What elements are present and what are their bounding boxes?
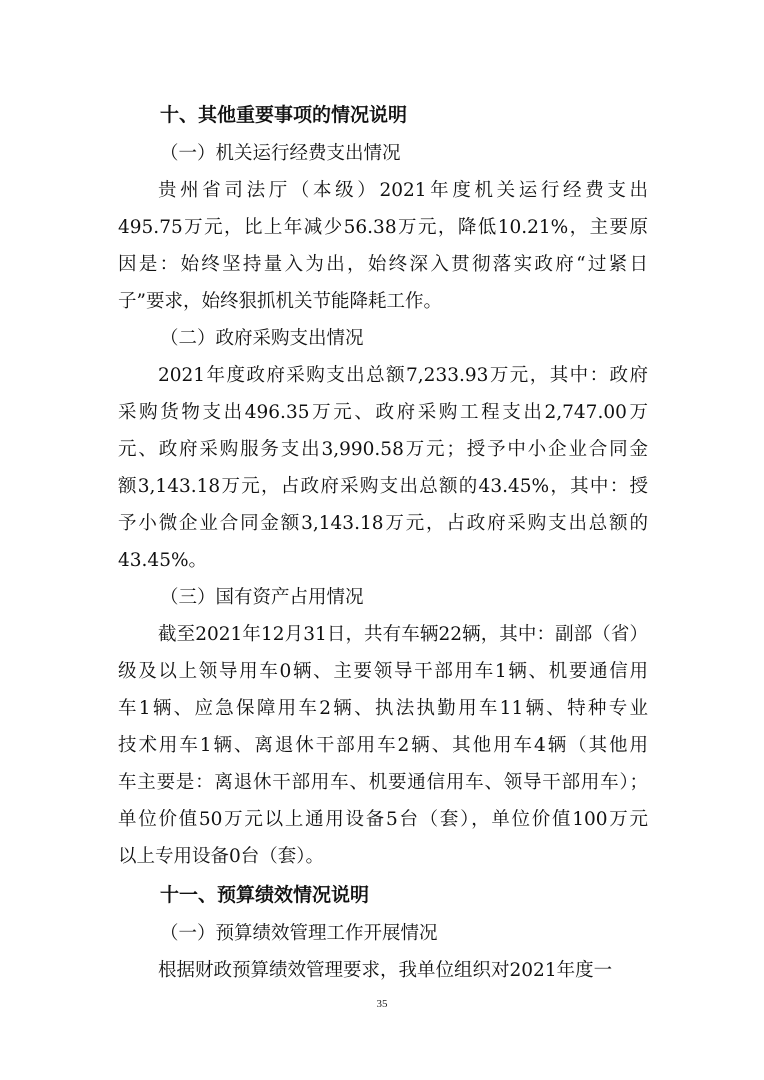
subsection-heading-10-1: （一）机关运行经费支出情况 [160, 143, 401, 164]
paragraph-performance-management [118, 952, 648, 989]
text-line: 采购货物支出496.35万元、政府采购工程支出2,747.00万 [118, 402, 648, 423]
text-line: 根据财政预算绩效管理要求，我单位组织对2021年度一 [158, 960, 613, 981]
subsection-heading-10-3: （三）国有资产占用情况 [160, 587, 364, 608]
text-line: 予小微企业合同金额3,143.18万元，占政府采购支出总额的 [118, 513, 648, 534]
text-line: 额3,143.18万元，占政府采购支出总额的43.45%，其中：授 [118, 476, 648, 497]
text-line: 截至2021年12月31日，共有车辆22辆，其中：副部（省） [158, 624, 648, 645]
text-line: 元、政府采购服务支出3,990.58万元；授予中小企业合同金 [118, 439, 648, 460]
text-line: 级及以上领导用车0辆、主要领导干部用车1辆、机要通信用 [118, 661, 648, 682]
subsection-heading-11-1: （一）预算绩效管理工作开展情况 [160, 923, 438, 944]
paragraph-operating-expenses [118, 172, 648, 320]
page-number: 35 [376, 998, 388, 1010]
section-heading-11: 十一、预算绩效情况说明 [160, 884, 370, 906]
text-line: 技术用车1辆、离退休干部用车2辆、其他用车4辆（其他用 [118, 735, 648, 756]
text-line: 以上专用设备0台（套）。 [118, 846, 325, 867]
text-line: 2021年度政府采购支出总额7,233.93万元，其中：政府 [158, 365, 648, 386]
text-line: 43.45%。 [118, 550, 208, 571]
text-line: 因是：始终坚持量入为出，始终深入贯彻落实政府“过紧日 [118, 254, 648, 275]
text-line: 车主要是：离退休干部用车、机要通信用车、领导干部用车）； [118, 772, 648, 793]
document-page [118, 95, 648, 989]
text-line: 495.75万元，比上年减少56.38万元，降低10.21%，主要原 [118, 217, 648, 238]
section-heading-10: 十、其他重要事项的情况说明 [160, 104, 408, 126]
paragraph-state-assets [118, 616, 648, 875]
subsection-heading-10-2: （二）政府采购支出情况 [160, 328, 364, 349]
text-line: 单位价值50万元以上通用设备5台（套），单位价值100万元 [118, 809, 648, 830]
paragraph-procurement [118, 357, 648, 579]
text-line: 贵州省司法厅（本级）2021年度机关运行经费支出 [158, 180, 648, 201]
text-line: 子”要求，始终狠抓机关节能降耗工作。 [118, 291, 442, 312]
text-line: 车1辆、应急保障用车2辆、执法执勤用车11辆、特种专业 [118, 698, 648, 719]
